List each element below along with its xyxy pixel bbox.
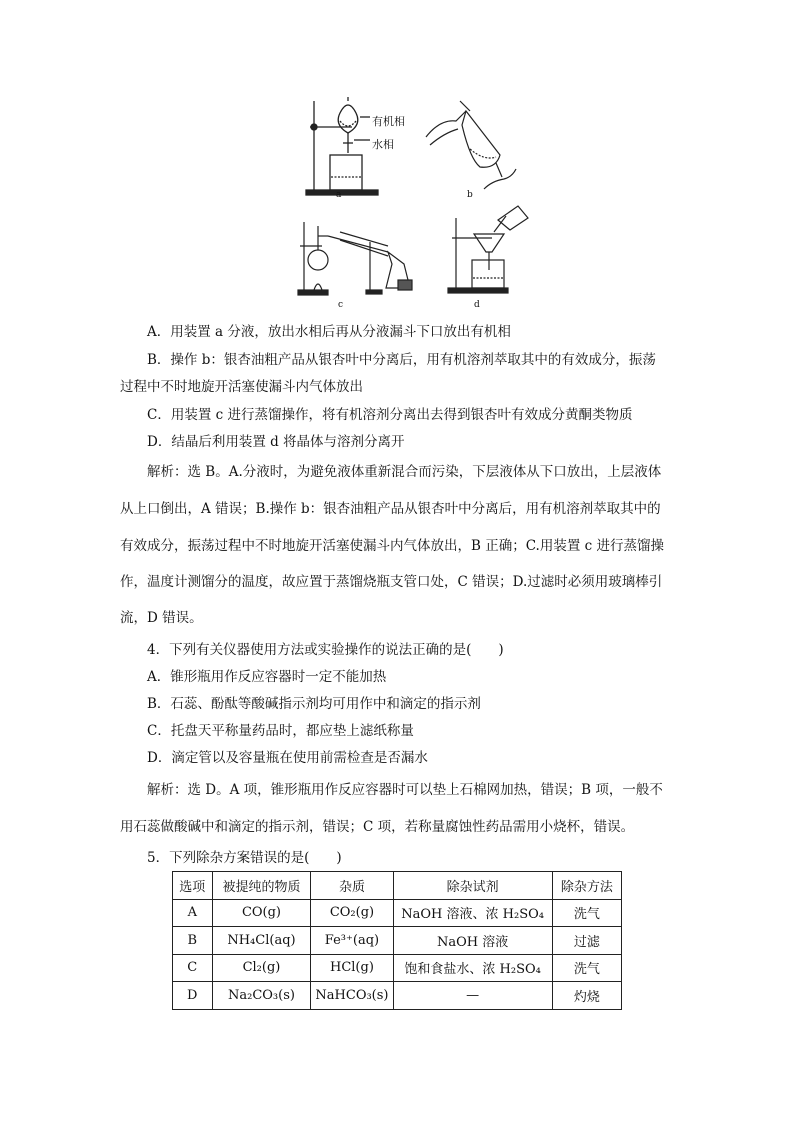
label-aqueous-phase: 水相 bbox=[372, 138, 394, 151]
apparatus-c-figure bbox=[292, 212, 422, 302]
q3-option-b: B．操作 b：银杏油粗产品从银杏叶中分离后，用有机溶剂萃取其中的有效成分，振荡 bbox=[147, 352, 656, 368]
figure-d-caption: d bbox=[474, 300, 480, 310]
cell-reagent: 饱和食盐水、浓 H₂SO₄ bbox=[393, 954, 552, 982]
q3-analysis-line-4: 作，温度计测馏分的温度，故应置于蒸馏烧瓶支管口处，C 错误；D.过滤时必须用玻璃棒引 bbox=[120, 574, 663, 590]
cell-substance: NH₄Cl(aq) bbox=[212, 927, 311, 955]
cell-method: 洗气 bbox=[552, 899, 621, 927]
q4-option-b: B．石蕊、酚酞等酸碱指示剂均可用作中和滴定的指示剂 bbox=[147, 696, 481, 712]
q4-option-d: D．滴定管以及容量瓶在使用前需检查是否漏水 bbox=[147, 750, 428, 766]
q4-stem: 4．下列有关仪器使用方法或实验操作的说法正确的是( ) bbox=[147, 642, 504, 658]
q4-analysis-line-1: 解析：选 D。A 项，锥形瓶用作反应容器时可以垫上石棉网加热，错误；B 项，一般不 bbox=[147, 782, 663, 798]
q3-analysis-line-1: 解析：选 B。A.分液时，为避免液体重新混合而污染，下层液体从下口放出，上层液体 bbox=[147, 464, 662, 480]
cell-option: B bbox=[173, 927, 213, 955]
cell-reagent: NaOH 溶液、浓 H₂SO₄ bbox=[393, 899, 552, 927]
q3-option-c: C．用装置 c 进行蒸馏操作，将有机溶剂分离出去得到银杏叶有效成分黄酮类物质 bbox=[147, 407, 633, 423]
figure-a-caption: a bbox=[336, 190, 342, 200]
header-impurity: 杂质 bbox=[311, 872, 393, 900]
table-row bbox=[173, 899, 622, 927]
cell-impurity: HCl(g) bbox=[311, 954, 393, 982]
header-method: 除杂方法 bbox=[552, 872, 621, 900]
header-substance: 被提纯的物质 bbox=[212, 872, 311, 900]
cell-reagent: — bbox=[393, 982, 552, 1010]
cell-impurity: NaHCO₃(s) bbox=[311, 982, 393, 1010]
cell-method: 洗气 bbox=[552, 954, 621, 982]
q4-option-c: C．托盘天平称量药品时，都应垫上滤纸称量 bbox=[147, 723, 414, 739]
cell-method: 过滤 bbox=[552, 927, 621, 955]
cell-impurity: Fe³⁺(aq) bbox=[311, 927, 393, 955]
q3-analysis-line-5: 流，D 错误。 bbox=[120, 610, 203, 626]
cell-substance: Cl₂(g) bbox=[212, 954, 311, 982]
q3-analysis-line-2: 从上口倒出，A 错误；B.操作 b：银杏油粗产品从银杏叶中分离后，用有机溶剂萃取其中的 bbox=[120, 501, 661, 517]
cell-option: D bbox=[173, 982, 213, 1010]
figure-c-caption: c bbox=[338, 300, 344, 310]
header-reagent: 除杂试剂 bbox=[393, 872, 552, 900]
label-organic-phase: 有机相 bbox=[372, 115, 405, 128]
q4-option-a: A．锥形瓶用作反应容器时一定不能加热 bbox=[147, 669, 387, 685]
cell-reagent: NaOH 溶液 bbox=[393, 927, 552, 955]
table-header-row bbox=[173, 872, 622, 900]
q4-analysis-line-2: 用石蕊做酸碱中和滴定的指示剂，错误；C 项，若称量腐蚀性药品需用小烧杯，错误。 bbox=[120, 819, 635, 835]
q3-option-a: A．用装置 a 分液，放出水相后再从分液漏斗下口放出有机相 bbox=[147, 324, 511, 340]
cell-substance: Na₂CO₃(s) bbox=[212, 982, 311, 1010]
impurity-removal-table bbox=[172, 871, 622, 1010]
figure-b-caption: b bbox=[467, 190, 473, 200]
table-row bbox=[173, 954, 622, 982]
table-row bbox=[173, 982, 622, 1010]
cell-option: A bbox=[173, 899, 213, 927]
q3-option-b-cont: 过程中不时地旋开活塞使漏斗内气体放出 bbox=[120, 379, 363, 395]
header-option: 选项 bbox=[173, 872, 213, 900]
apparatus-d-figure bbox=[444, 198, 534, 300]
cell-method: 灼烧 bbox=[552, 982, 621, 1010]
q3-analysis-line-3: 有效成分，振荡过程中不时地旋开活塞使漏斗内气体放出，B 正确；C.用装置 c 进行蒸馏操 bbox=[120, 538, 664, 554]
cell-impurity: CO₂(g) bbox=[311, 899, 393, 927]
q3-option-d: D．结晶后利用装置 d 将晶体与溶剂分离开 bbox=[147, 434, 405, 450]
q5-stem: 5．下列除杂方案错误的是( ) bbox=[147, 850, 342, 866]
table-row bbox=[173, 927, 622, 955]
cell-option: C bbox=[173, 954, 213, 982]
operation-b-figure bbox=[422, 97, 522, 192]
cell-substance: CO(g) bbox=[212, 899, 311, 927]
